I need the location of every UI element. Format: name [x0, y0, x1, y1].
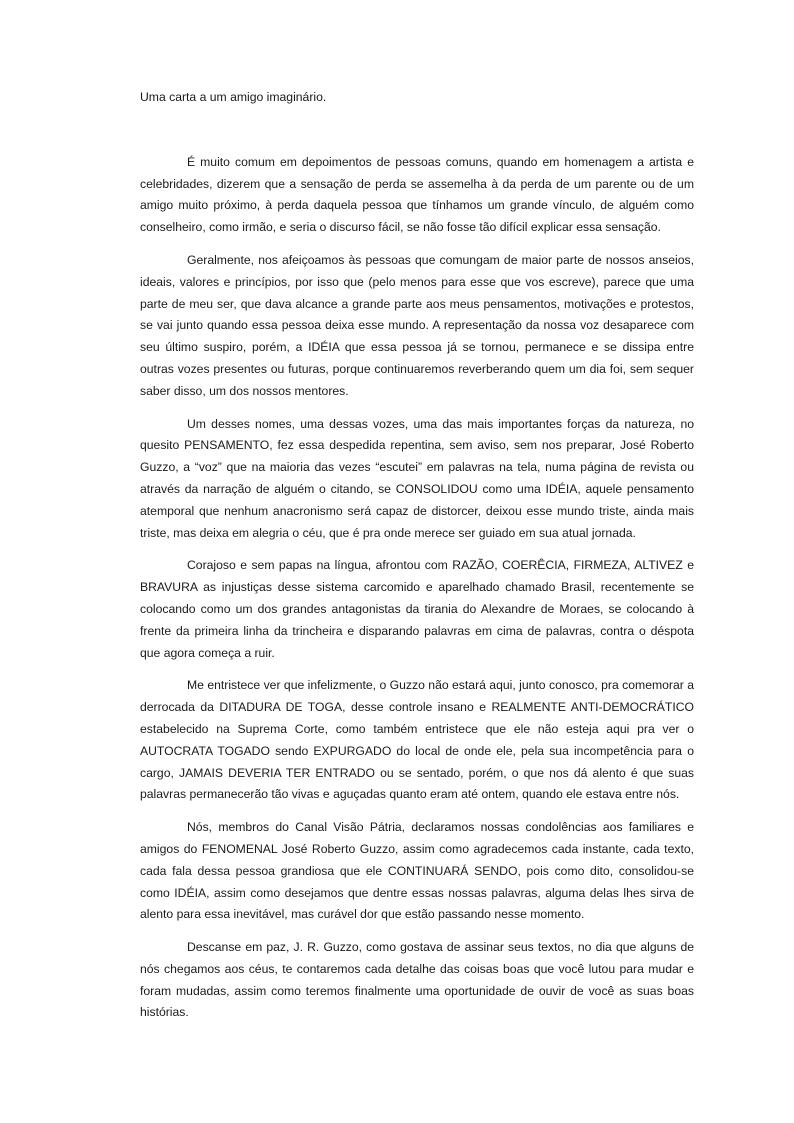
- paragraph-1: É muito comum em depoimentos de pessoas comuns, quando em homenagem a artista e celebridades, dizerem que a sensação de perda se assemelha à da perda de um parente ou de um amigo muito próximo, à perda daquela pessoa que tínhamos um grande vínculo, de alguém como conselheiro, como irmão, e seria o discurso fácil, se não fosse tão difícil explicar essa sensação.: [140, 154, 694, 235]
- paragraph-2: Geralmente, nos afeiçoamos às pessoas que comungam de maior parte de nossos anseios, ideais, valores e princípios, por isso que (pelo menos para esse que vos escreve), parece que uma parte de meu ser, que dava alcance a grande parte aos meus pensamentos, motivações e protestos, se vai junto quando essa pessoa deixa esse mundo. A representação da nossa voz desaparece com seu último suspiro, porém, a IDÉIA que essa pessoa já se tornou, permanece e se dissipa entre outras vozes presentes ou futuras, porque continuaremos reverberando quem um dia foi, sem sequer saber disso, um dos nossos mentores.: [140, 252, 694, 398]
- paragraph-7: Descanse em paz, J. R. Guzzo, como gostava de assinar seus textos, no dia que alguns de nós chegamos aos céus, te contaremos cada detalhe das coisas boas que você lutou para mudar e foram mudadas, assim como teremos finalmente uma oportunidade de ouvir de você as suas boas histórias.: [140, 940, 694, 1020]
- paragraph-6: Nós, membros do Canal Visão Pátria, declaramos nossas condolências aos familiares e amigos do FENOMENAL José Roberto Guzzo, assim como agradecemos cada instante, cada texto, cada fala dessa pessoa grandiosa que ele CONTINUARÁ SENDO, pois como dito, consolidou-se como IDÉIA, assim como desejamos que dentre essas nossas palavras, alguma delas lhes sirva de alento para essa inevitável, mas curável dor que estão passando nesse momento.: [140, 820, 694, 922]
- paragraph-3: Um desses nomes, uma dessas vozes, uma das mais importantes forças da natureza, no quesito PENSAMENTO, fez essa despedida repentina, sem aviso, sem nos preparar, José Roberto Guzzo, a “voz” que na maioria das vezes “escutei” em palavras na tela, numa página de revista ou através da narração de alguém o citando, se CONSOLIDOU como uma IDÉIA, aquele pensamento atemporal que nenhum anacronismo será capaz de distorcer, deixou esse mundo triste, ainda mais triste, mas deixa em alegria o céu, que é pra onde merece ser guiado em sua atual jornada.: [140, 416, 694, 540]
- paragraph-4: Corajoso e sem papas na língua, afrontou com RAZÃO, COERÊCIA, FIRMEZA, ALTIVEZ e BRAVURA as injustiças desse sistema carcomido e aparelhado chamado Brasil, recentemente se colocando como um dos grandes antagonistas da tirania do Alexandre de Moraes, se colocando à frente da primeira linha da trincheira e disparando palavras em cima de palavras, contra o déspota que agora começa a ruir.: [140, 558, 694, 660]
- paragraph-5: Me entristece ver que infelizmente, o Guzzo não estará aqui, junto conosco, pra comemorar a derrocada da DITADURA DE TOGA, desse controle insano e REALMENTE ANTI-DEMOCRÁTICO estabelecido na Suprema Corte, como também entristece que ele não esteja aqui pra ver o AUTOCRATA TOGADO sendo EXPURGADO do local de onde ele, pela sua incompetência para o cargo, JAMAIS DEVERIA TER ENTRADO ou se sentado, porém, o que nos dá alento é que suas palavras permanecerão tão vivas e aguçadas quanto eram até ontem, quando ele estava entre nós.: [140, 678, 694, 802]
- letter-body: [140, 87, 694, 1035]
- letter-title: Uma carta a um amigo imaginário.: [140, 90, 327, 104]
